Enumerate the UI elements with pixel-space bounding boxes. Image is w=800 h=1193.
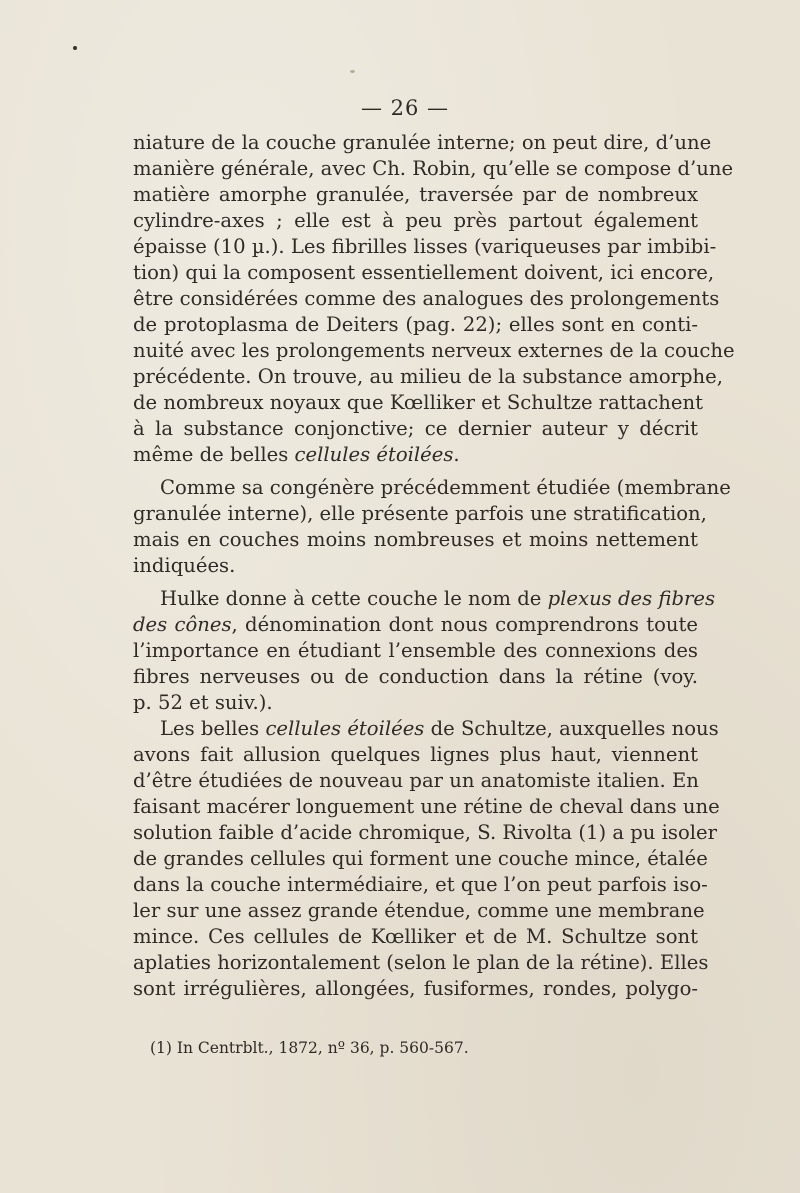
text-line: de nombreux noyaux que Kœlliker et Schultze rattachent (133, 391, 703, 414)
text-run: Les belles (160, 717, 266, 740)
text-line: granulée interne), elle présente parfois une stratification, (133, 502, 707, 525)
text-line: mince. Ces cellules de Kœlliker et de M. Schultze sont (133, 925, 698, 948)
text-line: manière générale, avec Ch. Robin, qu’elle se compose d’une (133, 157, 734, 180)
italic-term: plexus des fibres (547, 587, 716, 610)
text-line: niature de la couche granulée interne; on peut dire, d’une (133, 131, 712, 154)
ink-speck (350, 70, 355, 73)
text-run: . (453, 443, 460, 466)
text-line: fibres nerveuses ou de conduction dans la rétine (voy. (133, 665, 698, 688)
text-line: tion) qui la composent essentiellement doivent, ici encore, (133, 261, 715, 284)
text-run: de Schultze, auxquelles nous (424, 717, 719, 740)
text-line: sont irrégulières, allongées, fusiformes, rondes, polygo- (133, 977, 698, 1000)
text-line: avons fait allusion quelques lignes plus haut, viennent (133, 743, 698, 766)
text-line: indiquées. (133, 554, 236, 577)
text-line: ler sur une assez grande étendue, comme une membrane (133, 899, 705, 922)
footnote: (1) In Centrblt., 1872, nº 36, p. 560-567. (150, 1039, 469, 1057)
ink-speck (73, 46, 77, 50)
text-line: aplaties horizontalement (selon le plan de la rétine). Elles (133, 951, 709, 974)
text-line: d’être étudiées de nouveau par un anatomiste italien. En (133, 769, 699, 792)
text-line: précédente. On trouve, au milieu de la substance amorphe, (133, 365, 723, 388)
text-line: l’importance en étudiant l’ensemble des connexions des (133, 639, 698, 662)
italic-term: des cônes (133, 613, 232, 636)
text-line: mais en couches moins nombreuses et moins nettement (133, 528, 698, 551)
text-line: épaisse (10 µ.). Les fibrilles lisses (variqueuses par imbibi- (133, 235, 717, 258)
text-line (160, 586, 716, 612)
text-line: solution faible d’acide chromique, S. Rivolta (1) a pu isoler (133, 821, 717, 844)
text-line (133, 612, 698, 638)
text-line (160, 716, 719, 742)
text-line: faisant macérer longuement une rétine de cheval dans une (133, 795, 720, 818)
text-run: même de belles (133, 443, 295, 466)
text-line: nuité avec les prolongements nerveux externes de la couche (133, 339, 735, 362)
text-line: matière amorphe granulée, traversée par de nombreux (133, 183, 698, 206)
text-line: être considérées comme des analogues des prolongements (133, 287, 720, 310)
italic-term: cellules étoilées (265, 717, 425, 740)
text-run: , dénomination dont nous comprendrons toute (231, 613, 698, 636)
text-line: de grandes cellules qui forment une couche mince, étalée (133, 847, 708, 870)
text-line: à la substance conjonctive; ce dernier auteur y décrit (133, 417, 698, 440)
text-line: cylindre-axes ; elle est à peu près partout également (133, 209, 698, 232)
text-line: de protoplasma de Deiters (pag. 22); elles sont en conti- (133, 313, 698, 336)
text-line: Comme sa congénère précédemment étudiée (membrane (160, 476, 731, 499)
text-run: Hulke donne à cette couche le nom de (160, 587, 548, 610)
text-line (133, 442, 698, 468)
page-number: — 26 — (360, 96, 450, 120)
text-line: dans la couche intermédiaire, et que l’on peut parfois iso- (133, 873, 708, 896)
text-line: p. 52 et suiv.). (133, 691, 273, 714)
italic-term: cellules étoilées (294, 443, 454, 466)
